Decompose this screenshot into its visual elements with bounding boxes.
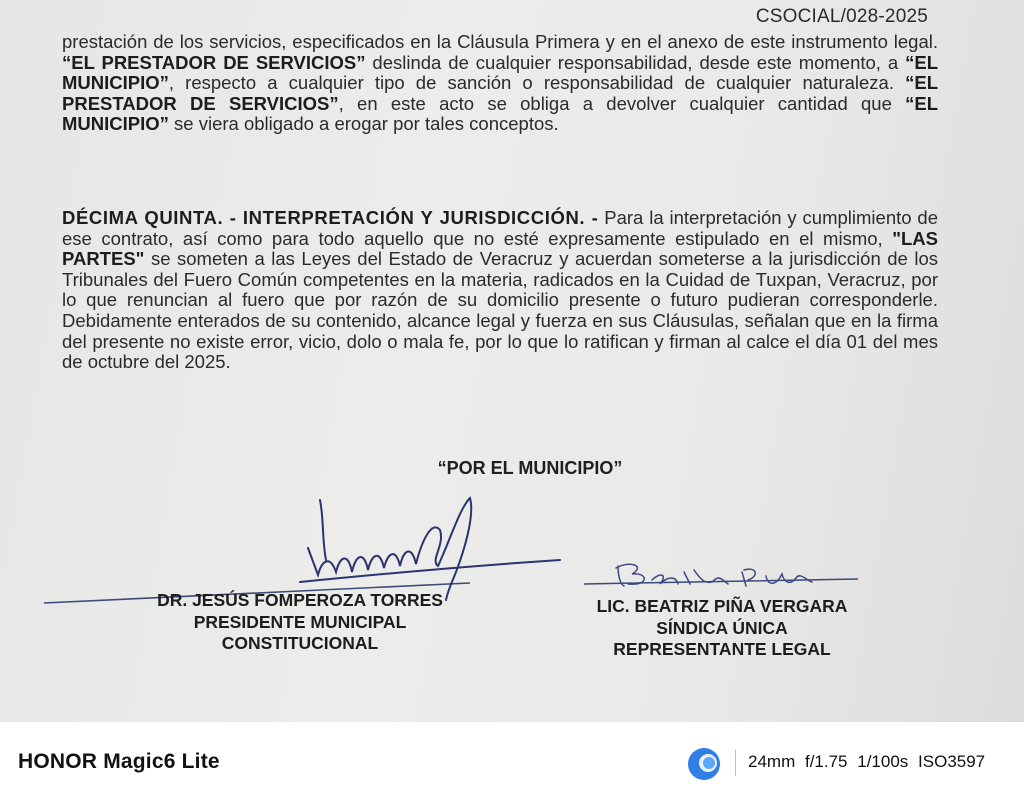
document-reference: CSOCIAL/028-2025: [755, 6, 928, 27]
camera-logo-icon: [684, 744, 724, 784]
exif-focal: 24mm: [748, 752, 796, 771]
p1-bold-prestador-1: “EL PRESTADOR DE SERVICIOS”: [62, 51, 366, 73]
p1-text-3: , respecto a cualquier tipo de sanción o responsabilidad de cualquier naturaleza.: [168, 72, 906, 94]
footer-divider: [735, 750, 736, 776]
p2-text-1: Para la interpretación y cumplimiento de ese contrato, así como para todo aquello que no esté expresamente estipulado en el mismo,: [62, 207, 938, 249]
p1-text-4: , en este acto se obliga a devolver cualquier cantidad que: [338, 92, 906, 114]
left-signature-scribble: [300, 498, 560, 600]
paragraph-clause-fifteen: [62, 208, 938, 373]
right-signature-line: [584, 579, 858, 584]
p2-text-2: se someten a las Leyes del Estado de Veracruz y acuerdan someterse a la jurisdicción de los Tribunales del Fuero Común competentes en la materia, radicados en la Cuidad de Tuxpan, Veracruz, por lo que renuncian al fuero que por razón de su domicilio presente o futuro pudieran corresponderle. Debidamente enterados de su contenido, alcance legal y fuerza en sus Cláusulas, señalan que en la firma del presente no existe error, vicio, dolo o mala fe, por lo que lo ratifican y firman al calce el día 01 del mes de octubre del 2025.: [62, 248, 938, 373]
signatory-left-role2: CONSTITUCIONAL: [221, 633, 379, 653]
p2-bold-las-partes: "LAS PARTES": [62, 227, 938, 270]
signatory-left-block: [130, 590, 470, 655]
signatory-left-role1: PRESIDENTE MUNICIPAL: [193, 611, 407, 632]
signatory-right-name: LIC. BEATRIZ PIÑA VERGARA: [596, 596, 848, 616]
p1-bold-municipio-2: “EL MUNICIPIO”: [62, 92, 938, 135]
signatory-right-role1: SÍNDICA ÚNICA: [656, 617, 788, 638]
camera-watermark-bar: [0, 722, 1024, 802]
signatory-right-role2: REPRESENTANTE LEGAL: [613, 639, 831, 659]
p1-text-5: se viera obligado a erogar por tales conceptos.: [168, 113, 559, 135]
right-signature-scribble: [616, 564, 812, 586]
paragraph-services-liability: [62, 32, 938, 135]
signature-section-title: “POR EL MUNICIPIO”: [437, 458, 623, 478]
p1-bold-municipio-1: “EL MUNICIPIO”: [62, 51, 938, 94]
exif-iso: ISO3597: [918, 752, 986, 771]
p1-text-1: prestación de los servicios, especificados en la Cláusula Primera y en el anexo de este instrumento legal.: [62, 31, 938, 52]
p1-text-2: deslinda de cualquier responsabilidad, desde este momento, a: [365, 51, 906, 73]
signatory-left-name: DR. JESÚS FOMPEROZA TORRES: [157, 590, 443, 610]
p1-bold-prestador-2: “EL PRESTADOR DE SERVICIOS”: [62, 72, 938, 114]
signatory-right-block: [572, 596, 872, 661]
exif-shutter: 1/100s: [857, 752, 909, 771]
clause-heading: DÉCIMA QUINTA. - INTERPRETACIÓN Y JURISDICCIÓN. -: [62, 207, 599, 228]
camera-exif: [748, 752, 985, 772]
camera-brand: HONOR Magic6 Lite: [18, 750, 220, 773]
exif-aperture: f/1.75: [804, 752, 848, 771]
